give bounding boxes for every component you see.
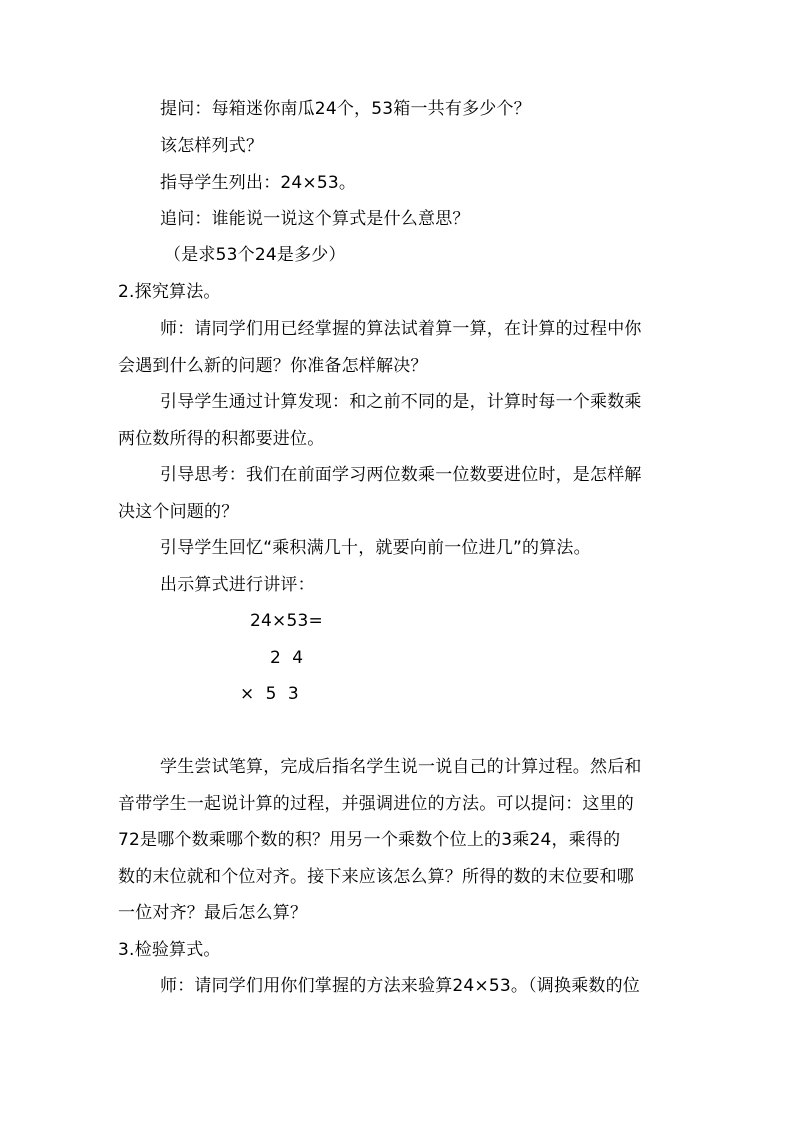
follow-up-question-line: 追问：谁能说一说这个算式是什么意思？ bbox=[160, 209, 470, 229]
section-heading-2: 2.探究算法。 bbox=[118, 282, 221, 302]
how-to-formulate-line: 该怎样列式？ bbox=[160, 136, 264, 156]
student-practice-line-3: 72是哪个数乘哪个数的积？用另一个乘数个位上的3乘24，乘得的 bbox=[118, 830, 621, 850]
verification-line: 师：请同学们用你们掌握的方法来验算24×53。（调换乘数的位 bbox=[160, 976, 641, 996]
teacher-prompt-line-1: 师：请同学们用已经掌握的算法试着算一算，在计算的过程中你 bbox=[160, 319, 642, 339]
section-heading-3: 3.检验算式。 bbox=[118, 940, 221, 960]
teacher-prompt-line-2: 会遇到什么新的问题？你准备怎样解决？ bbox=[118, 356, 428, 376]
student-practice-line-4: 数的末位就和个位对齐。接下来应该怎么算？所得的数的末位要和哪 bbox=[118, 867, 634, 887]
answer-note-line: （是求53个24是多少） bbox=[164, 245, 346, 265]
discovery-line-2: 两位数所得的积都要进位。 bbox=[118, 429, 325, 449]
discovery-line-1: 引导学生通过计算发现：和之前不同的是，计算时每一个乘数乘 bbox=[160, 392, 642, 412]
vertical-multiplier: × 5 3 bbox=[240, 684, 302, 704]
question-line: 提问：每箱迷你南瓜24个，53箱一共有多少个？ bbox=[160, 99, 531, 119]
student-practice-line-1: 学生尝试笔算，完成后指名学生说一说自己的计算过程。然后和 bbox=[160, 757, 642, 777]
thinking-line-1: 引导思考：我们在前面学习两位数乘一位数要进位时，是怎样解 bbox=[160, 465, 642, 485]
show-formula-line: 出示算式进行讲评： bbox=[160, 575, 315, 595]
student-practice-line-2: 音带学生一起说计算的过程，并强调进位的方法。可以提问：这里的 bbox=[118, 794, 634, 814]
thinking-line-2: 决这个问题的？ bbox=[118, 502, 239, 522]
guide-formula-line: 指导学生列出：24×53。 bbox=[160, 173, 357, 193]
recall-line: 引导学生回忆“乘积满几十，就要向前一位进几”的算法。 bbox=[160, 538, 591, 558]
vertical-multiplicand: 2 4 bbox=[270, 648, 307, 668]
calculation-expression: 24×53= bbox=[250, 611, 323, 631]
student-practice-line-5: 一位对齐？最后怎么算？ bbox=[118, 903, 308, 923]
